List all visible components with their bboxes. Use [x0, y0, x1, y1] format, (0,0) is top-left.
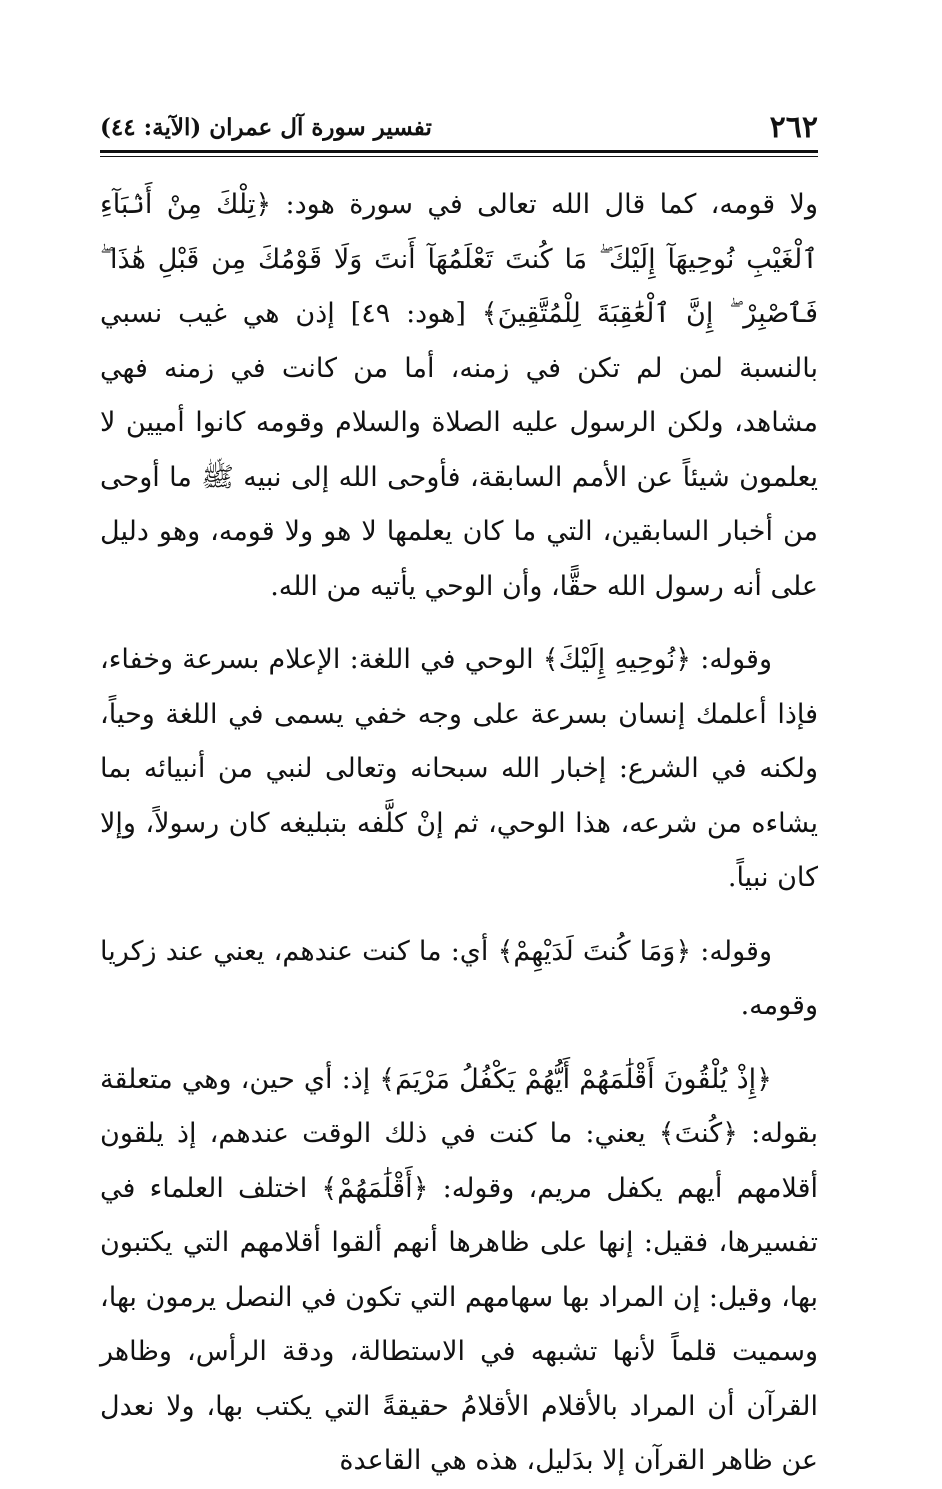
paragraph-1: ولا قومه، كما قال الله تعالى في سورة هود: ﴿تِلْكَ مِنْ أَنۢبَآءِ ٱلْغَيْبِ نُوحِيهَآ إِلَيْكَ ۖ مَا كُنتَ تَعْلَمُهَآ أَنتَ وَلَا قَوْمُكَ مِن قَبْلِ هَٰذَا ۖ فَٱصْبِرْ ۖ إِنَّ ٱلْعَٰقِبَةَ لِلْمُتَّقِينَ﴾ [هود: ٤٩] إذن هي غيب نسبي بالنسبة لمن لم تكن في زمنه، أما من كانت في زمنه فهي مشاهد، ولكن الرسول عليه الصلاة والسلام وقومه كانوا أميين لا يعلمون شيئاً عن الأمم السابقة، فأوحى الله إلى نبيه ﷺ ما أوحى من أخبار السابقين، التي ما كان يعلمها لا هو ولا قومه، وهو دليل على أنه رسول الله حقًّا، وأن الوحي يأتيه من الله.	[100, 189, 818, 602]
page-body	[100, 178, 818, 1489]
paragraph-3: وقوله: ﴿وَمَا كُنتَ لَدَيْهِمْ﴾ أي: ما كنت عندهم، يعني عند زكريا وقومه.	[100, 935, 818, 1021]
running-title: تفسير سورة آل عمران (الآية: ٤٤)	[100, 114, 432, 141]
header-rule	[100, 150, 818, 153]
paragraph-2: وقوله: ﴿نُوحِيهِ إِلَيْكَ﴾ الوحي في اللغة: الإعلام بسرعة وخفاء، فإذا أعلمك إنسان بسرعة على وجه خفي يسمى في اللغة وحياً، ولكنه في الشرع: إخبار الله سبحانه وتعالى لنبي من أنبيائه بما يشاءه من شرعه، هذا الوحي، ثم إنْ كلَّفه بتبليغه كان رسولاً، وإلا كان نبياً.	[100, 644, 818, 893]
paragraph-4: ﴿إِذْ يُلْقُونَ أَقْلَٰمَهُمْ أَيُّهُمْ يَكْفُلُ مَرْيَمَ﴾ إذ: أي حين، وهي متعلقة بقوله: ﴿كُنتَ﴾ يعني: ما كنت في ذلك الوقت عندهم، إذ يلقون أقلامهم أيهم يكفل مريم، وقوله: ﴿أَقْلَٰمَهُمْ﴾ اختلف العلماء في تفسيرها، فقيل: إنها على ظاهرها أنهم ألقوا أقلامهم التي يكتبون بها، وقيل: إن المراد بها سهامهم التي تكون في النصل يرمون بها، وسميت قلماً لأنها تشبهه في الاستطالة، ودقة الرأس، وظاهر القرآن أن المراد بالأقلام الأقلامُ حقيقةً التي يكتب بها، ولا نعدل عن ظاهر القرآن إلا بدَليل، هذه هي القاعدة	[100, 1063, 818, 1476]
page-header	[100, 108, 818, 148]
page-number: ٢٦٢	[769, 110, 818, 145]
header-rule-thin	[100, 156, 818, 157]
